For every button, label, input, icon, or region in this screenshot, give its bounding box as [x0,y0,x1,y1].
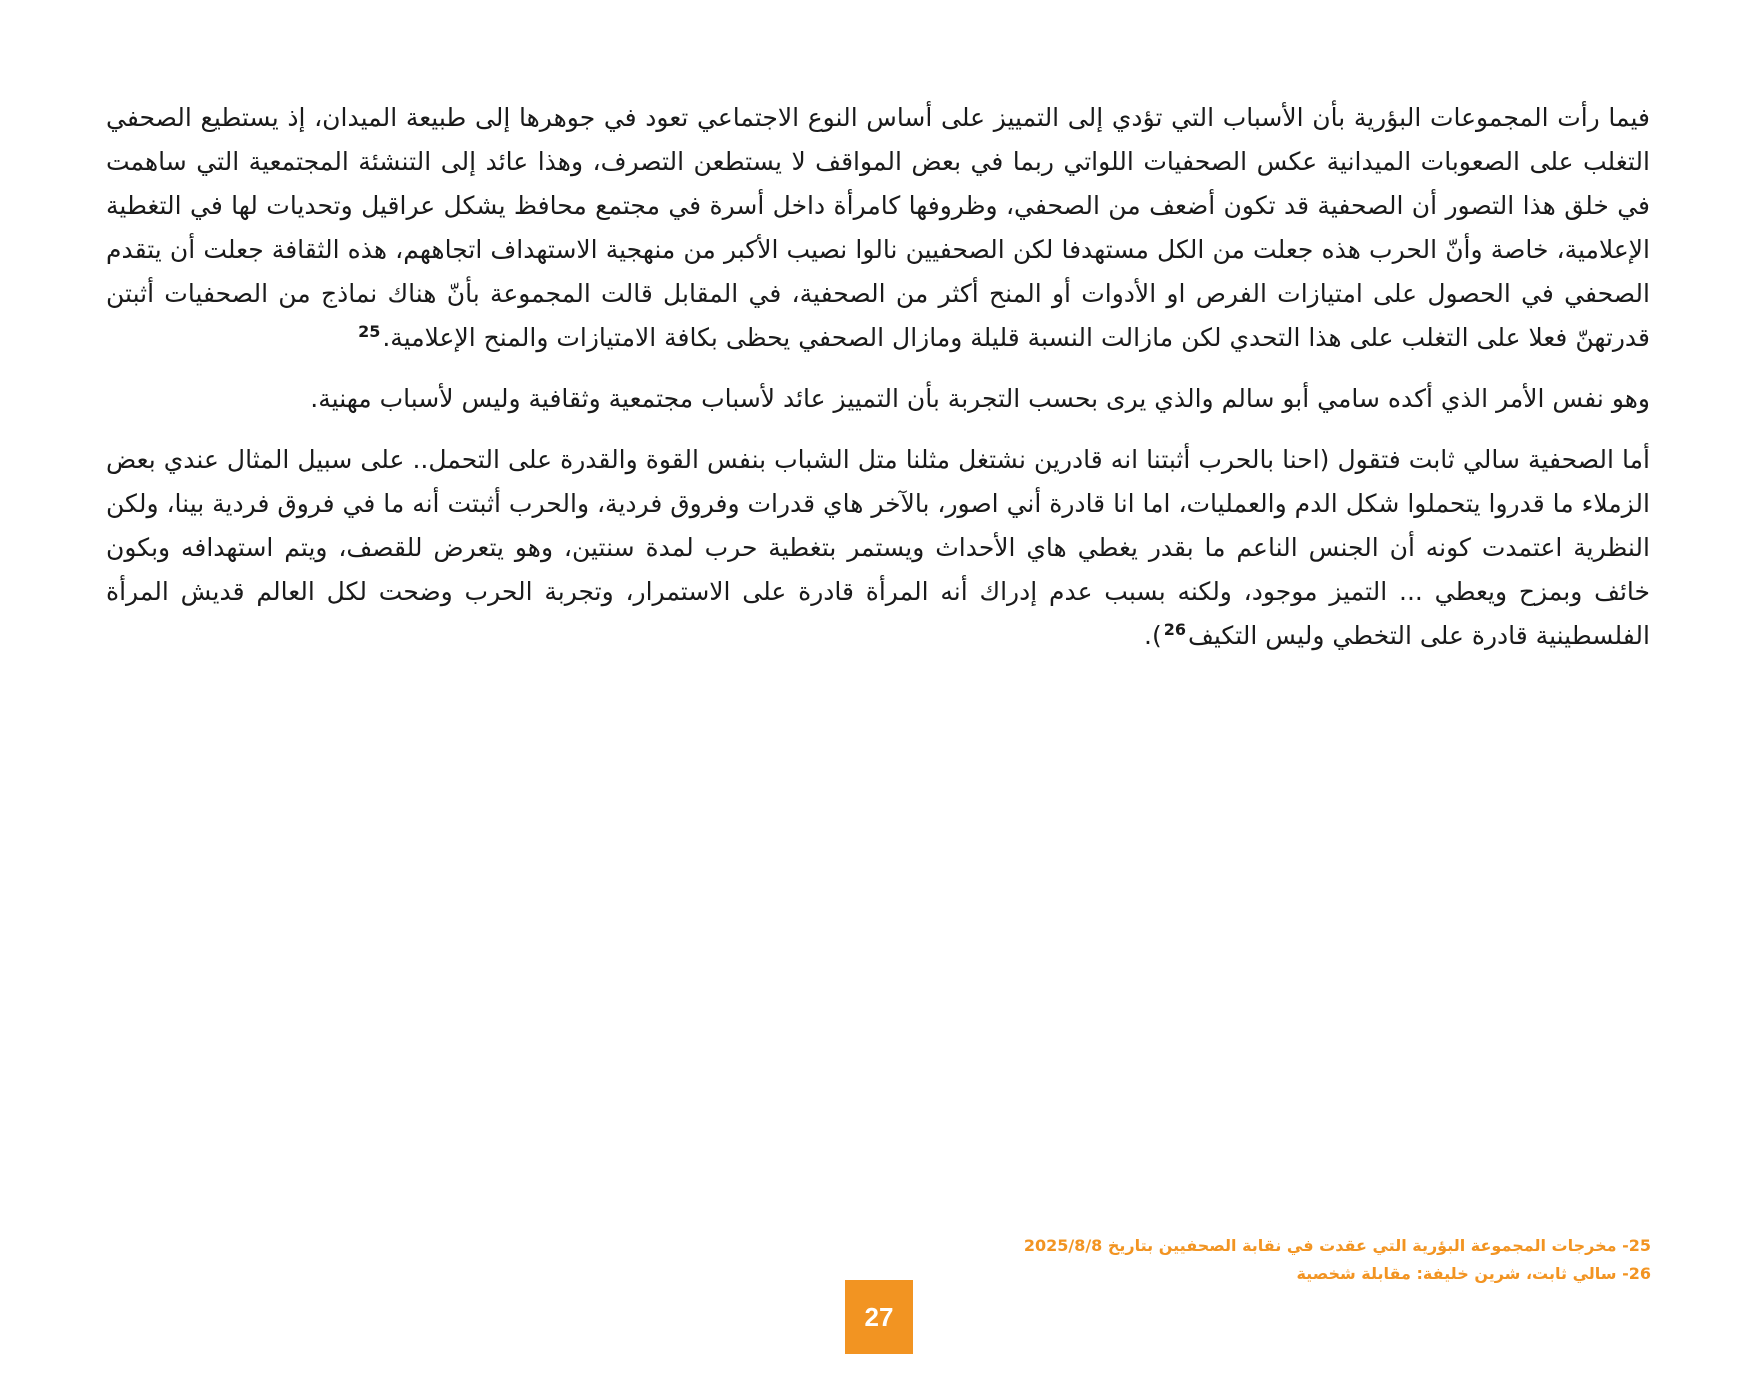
footnote-26: 26- سالي ثابت، شرين خليفة: مقابلة شخصية [1296,1264,1651,1283]
paragraph-2 [106,377,1650,421]
paragraph-3-text: أما الصحفية سالي ثابت فتقول (احنا بالحرب أثبتنا انه قادرين نشتغل مثلنا متل الشباب بنفس القوة والقدرة على التحمل.. على سبيل المثال عندي بعض الزملاء ما قدروا يتحملوا شكل الدم والعمليات، اما انا قادرة أني اصور، بالآخر هاي قدرات وفروق فردية، والحرب أثبتت أنه ما في فروق فردية بينا، ولكن النظرية اعتمدت كونه أن الجنس الناعم ما بقدر يغطي هاي الأحداث ويستمر بتغطية حرب لمدة سنتين، وهو يتعرض للقصف، ويتم استهدافه وبكون خائف وبمزح ويعطي ... التميز موجود، ولكنه بسبب عدم إدراك أنه المرأة قادرة على الاستمرار، وتجربة الحرب وضحت لكل العالم قديش المرأة الفلسطينية قادرة على التخطي وليس التكيف [106,445,1650,650]
paragraph-1-text: فيما رأت المجموعات البؤرية بأن الأسباب التي تؤدي إلى التمييز على أساس النوع الاجتماعي تعود في جوهرها إلى طبيعة الميدان، إذ يستطيع الصحفي التغلب على الصعوبات الميدانية عكس الصحفيات اللواتي ربما في بعض المواقف لا يستطعن التصرف، وهذا عائد إلى التنشئة المجتمعية التي ساهمت في خلق هذا التصور أن الصحفية قد تكون أضعف من الصحفي، وظروفها كامرأة داخل أسرة في مجتمع محافظ يشكل عراقيل وتحديات لها في التغطية الإعلامية، خاصة وأنّ الحرب هذه جعلت من الكل مستهدفا لكن الصحفيين نالوا نصيب الأكبر من منهجية الاستهداف اتجاههم، هذه الثقافة جعلت أن يتقدم الصحفي في الحصول على امتيازات الفرص او الأدوات أو المنح أكثر من الصحفية، في المقابل قالت المجموعة بأنّ هناك نماذج من الصحفيات أثبتن قدرتهنّ فعلا على التغلب على هذا التحدي لكن مازالت النسبة قليلة ومازال الصحفي يحظى بكافة الامتيازات والمنح الإعلامية. [106,103,1650,352]
paragraph-3 [106,438,1650,658]
footnote-ref-26: 26 [1163,619,1186,639]
footnote-ref-25: 25 [358,321,381,341]
paragraph-3-closing: ). [1144,621,1162,650]
body-text [106,96,1650,675]
footnote-25: 25- مخرجات المجموعة البؤرية التي عقدت في نقابة الصحفيين بتاريخ 2025/8/8 [1023,1236,1651,1255]
paragraph-1 [106,96,1650,360]
paragraph-2-text: وهو نفس الأمر الذي أكده سامي أبو سالم والذي يرى بحسب التجربة بأن التمييز عائد لأسباب مجتمعية وثقافية وليس لأسباب مهنية. [310,384,1650,413]
page-number: 27 [845,1280,913,1354]
